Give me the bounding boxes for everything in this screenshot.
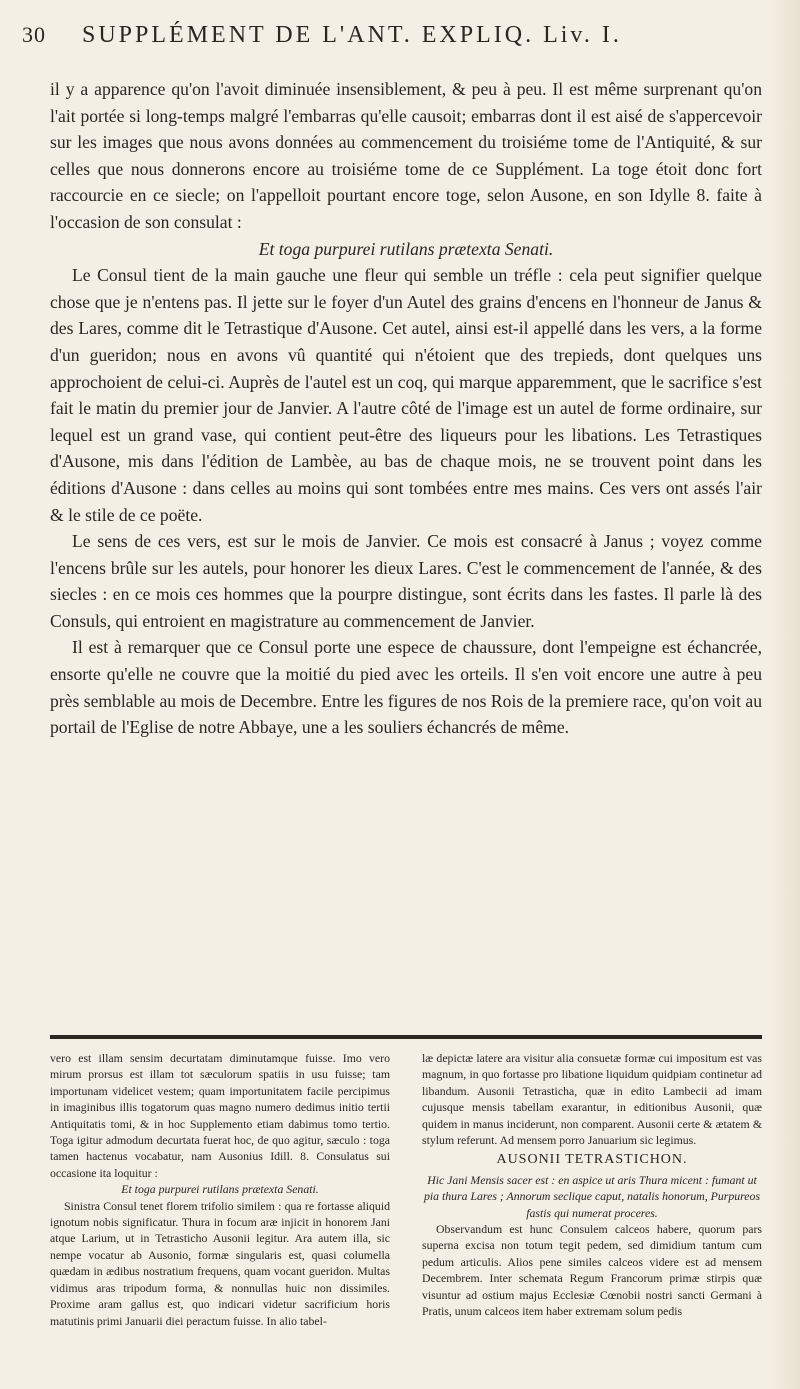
- divider-rule: [50, 1035, 762, 1039]
- note-paragraph: Sinistra Consul tenet florem trifolio similem : qua re fortasse aliquid ignotum nobis significatur. Thura in focum aræ injicit in honorem Jani atque Larium, ut in Tetrasticho Ausonii legitur. Ara autem illa, sic nempe vocatur ab Ausonio, formæ singularis est, quasi columella quædam in ædibus nostratium frequens, quam vocant gueridon. Multas vidimus aras tripodum forma, & nonnullas huic non dissimiles. Proxime aram gallus est, quo indicari videtur sacrificium horis matutinis primi Januarii diei peractum fuisse. In alio tabel-: [50, 1198, 390, 1328]
- note-verse: Et toga purpurei rutilans prætexta Senati.: [121, 1182, 319, 1197]
- page-edge-shadow: [770, 0, 800, 1389]
- running-title: SUPPLÉMENT DE L'ANT. EXPLIQ. Liv. I.: [82, 22, 622, 48]
- main-paragraph: Le sens de ces vers, est sur le mois de Janvier. Ce mois est consacré à Janus ; voyez comme l'encens brûle sur les autels, pour honorer les dieux Lares. C'est le commencement de l'année, & des siecles : en ce mois ces hommes que la pourpre distingue, sont écrits dans les fastes. Il parle là des Consuls, qui entroient en magistrature au commencement de Janvier.: [50, 531, 762, 631]
- tetrastichon-verse: Hic Jani Mensis sacer est : en aspice ut aris Thura micent : fumant ut pia thura Lares ; Annorum seclique caput, natalis honorum, Purpureos fastis qui numerat proceres.: [423, 1172, 761, 1220]
- page-header: [22, 22, 780, 62]
- main-paragraph: Le Consul tient de la main gauche une fleur qui semble un tréfle : cela peut signifier quelque chose que je n'entens pas. Il jette sur le foyer d'un Autel des grains d'encens en l'honneur de Janus & des Lares, comme dit le Tetrastique d'Ausone. Cet autel, ainsi est-il appellé dans les vers, a la forme d'un gueridon; nous en avons vû quantité qui n'étoient que des trepieds, dont quelques uns approchoient de celui-ci. Auprès de l'autel est un coq, qui marque apparemment, que le sacrifice s'est fait le matin du premier jour de Janvier. A l'autre côté de l'image est un autel de forme ordinaire, sur lequel est un grand vase, qui contient peut-être des liqueurs pour les libations. Les Tetrastiques d'Ausone, mis dans l'édition de Lambèe, au bas de chaque mois, ne se trouvent point dans les éditions d'Ausone : dans celles au moins qui sont tombées entre mes mains. Ces vers ont assés l'air & le stile de ce poëte.: [50, 265, 762, 525]
- tetrastichon-title: AUSONII TETRASTICHON.: [496, 1152, 688, 1168]
- main-text: [50, 76, 762, 741]
- note-paragraph: Observandum est hunc Consulem calceos habere, quorum pars superna excisa non totum tegit pedem, sed dimidium tantum cum pedum articulis. Alios pene similes calceos videre est ad mensem Decembrem. Inter schemata Regum Francorum primæ stirpis quæ visuntur ad ostium majus Ecclesiæ Cœnobii nostri sancti Germani à Pratis, unum calceos item haber extremam solum pedis: [422, 1222, 762, 1319]
- verse-quote: Et toga purpurei rutilans prætexta Senati.: [258, 238, 554, 259]
- note-paragraph: læ depictæ latere ara visitur alia consuetæ formæ cui impositum est vas magnum, in quo fortasse pro libatione liquidum quidpiam continetur ad libandum. Ausonii Tetrasticha, quæ in edito Lambecii ad imam cujusque mensis tabellam exarantur, in editionibus Ausonii, quæ quidem in manus inciderunt, non comparent. Ausonii certe & ætatem & stylum referunt. Ad mensem porro Januarium sic legimus.: [422, 1051, 762, 1148]
- latin-notes-left-column: [50, 1050, 390, 1329]
- main-paragraph: Il est à remarquer que ce Consul porte une espece de chaussure, dont l'empeigne est échancrée, ensorte qu'elle ne couvre que la moitié du pied avec les orteils. Il s'en voit encore une autre à peu près semblable au mois de Decembre. Entre les figures de nos Rois de la premiere race, qu'on voit au portail de l'Eglise de notre Abbaye, une a les souliers échancrés de même.: [50, 637, 762, 738]
- latin-notes-right-column: [422, 1050, 762, 1320]
- main-paragraph: il y a apparence qu'on l'avoit diminuée insensiblement, & peu à peu. Il est même surprenant qu'on l'ait portée si long-temps malgré l'embarras qu'elle causoit; embarras dont il est aisé de s'appercevoir sur les images que nous avons données au commencement du troisiéme tome de l'Antiquité, & sur celles que nous donnerons encore au troisiéme tome de ce Supplément. La toge étoit donc fort raccourcie en ce siecle; on l'appelloit pourtant encore toge, selon Ausone, en son Idylle 8. faite à l'occasion de son consulat :: [50, 79, 762, 232]
- page-number: 30: [22, 22, 46, 47]
- note-paragraph: vero est illam sensim decurtatam diminutamque fuisse. Imo vero mirum prorsus est illam tot sæculorum spatiis in usu fuisse; tam importunam videlicet vestem; quam importunitatem facile percipimus in imaginibus illis togatorum quas magno numero dedimus initio tertii Antiquitatis tomi, & in hoc Supplemento etiam dabimus tomo tertio. Toga igitur admodum decurtata fuerat hoc, de quo agitur, sæculo : toga tamen hactenus vocabatur, nam Ausonius Idill. 8. Consulatus sui occasione ita loquitur :: [50, 1051, 390, 1180]
